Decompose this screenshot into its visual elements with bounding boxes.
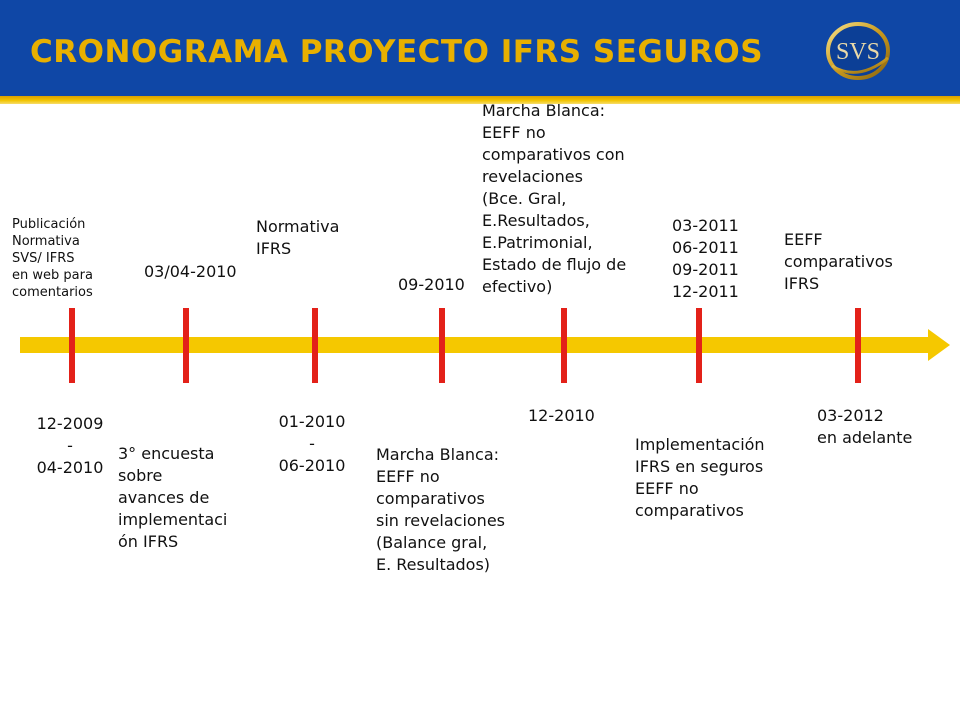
milestone-3-top-label: Normativa IFRS bbox=[256, 217, 340, 258]
milestone-7-top-label: EEFF comparativos IFRS bbox=[784, 230, 893, 293]
milestone-7-bottom-label: 03-2012 en adelante bbox=[817, 406, 913, 447]
milestone-tick bbox=[69, 308, 75, 383]
svg-text:SVS: SVS bbox=[835, 39, 881, 65]
milestone-tick bbox=[312, 308, 318, 383]
page-title: CRONOGRAMA PROYECTO IFRS SEGUROS bbox=[30, 34, 764, 70]
milestone-2-top-label: 03/04-2010 bbox=[144, 262, 237, 281]
svs-logo bbox=[818, 18, 900, 82]
milestone-tick bbox=[183, 308, 189, 383]
milestone-1-bottom-label: 12-2009 - 04-2010 bbox=[36, 414, 104, 477]
milestone-4-top-label: 09-2010 bbox=[398, 275, 465, 294]
milestone-5-top-label: Marcha Blanca: EEFF no comparativos con revelaciones (Bce. Gral, E.Resultados, E.Patrimonial, Estado de flujo de efectivo) bbox=[482, 101, 627, 296]
milestone-6-top-label: 03-2011 06-2011 09-2011 12-2011 bbox=[672, 216, 739, 301]
timeline-arrowhead bbox=[928, 329, 950, 361]
milestone-5-bottom-label: 12-2010 bbox=[528, 406, 595, 425]
milestone-4-bottom-label: Marcha Blanca: EEFF no comparativos sin revelaciones (Balance gral, E. Resultados) bbox=[376, 445, 505, 574]
milestone-2-bottom-label: 3° encuesta sobre avances de implementaci ón IFRS bbox=[118, 444, 228, 551]
milestone-tick bbox=[439, 308, 445, 383]
milestone-tick bbox=[855, 308, 861, 383]
milestone-3-bottom-label: 01-2010 - 06-2010 bbox=[278, 412, 346, 475]
milestone-tick bbox=[696, 308, 702, 383]
milestone-tick bbox=[561, 308, 567, 383]
milestone-6-bottom-label: Implementación IFRS en seguros EEFF no comparativos bbox=[635, 435, 765, 520]
header-gold-rule bbox=[0, 96, 960, 104]
milestone-1-top-label: Publicación Normativa SVS/ IFRS en web para comentarios bbox=[12, 217, 93, 300]
timeline-bar bbox=[20, 337, 930, 353]
